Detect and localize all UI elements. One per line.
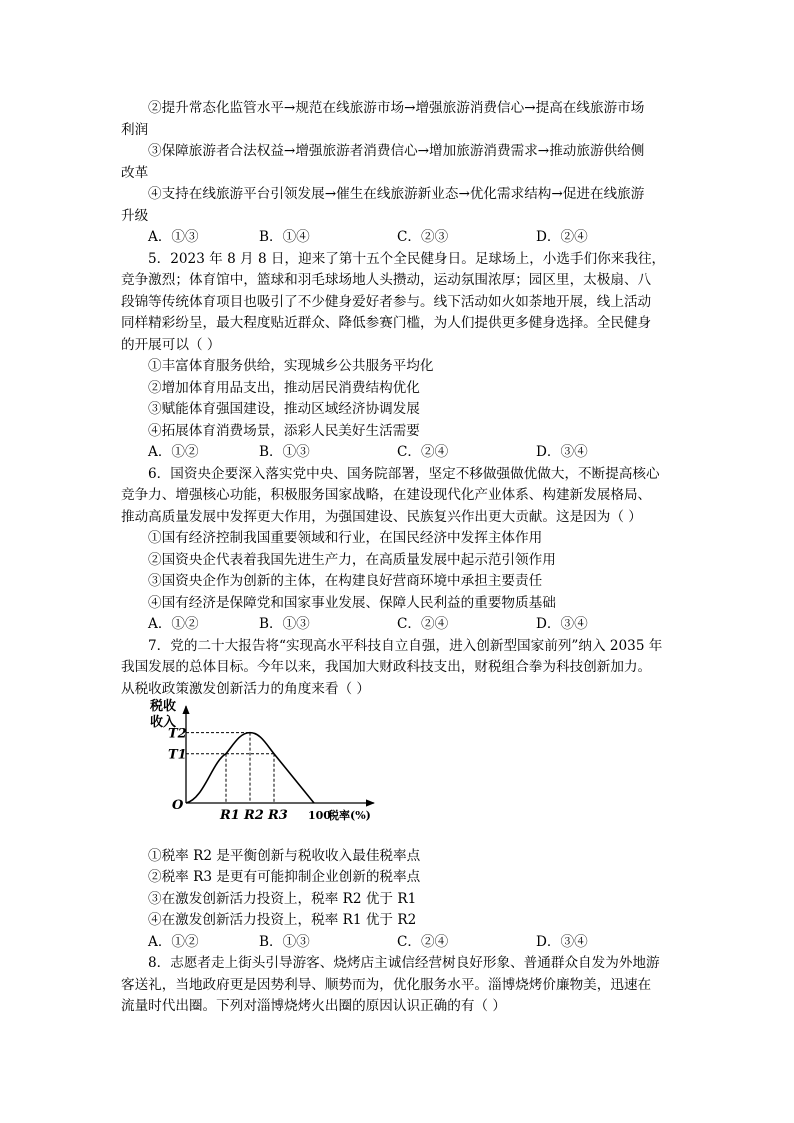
q5-stem-line: 段锦等传统体育项目也吸引了不少健身爱好者参与。线下活动如火如荼地开展，线上活动 [121, 294, 652, 310]
q6-stem-line: 竞争力、增强核心功能，积极服务国家战略，在建设现代化产业体系、构建新发展格局、 [121, 487, 652, 503]
y-tick-label-t2: T2 [168, 726, 187, 742]
q7-choice-d[interactable]: D．③④ [536, 934, 588, 950]
q5-choice-c[interactable]: C．②④ [397, 444, 449, 460]
q7-choice-b[interactable]: B．①③ [259, 934, 310, 950]
q4-choice-b[interactable]: B．①④ [259, 229, 310, 245]
q6-choice-c[interactable]: C．②④ [397, 616, 449, 632]
x-tick-label-r3: R3 [268, 808, 288, 823]
q7-stem-line: 7．党的二十大报告将“实现高水平科技自立自强，进入创新型国家前列”纳入 2035 年 [148, 638, 663, 654]
q6-item-3: ③国资央企作为创新的主体，在构建良好营商环境中承担主要责任 [148, 573, 543, 589]
q5-choice-a[interactable]: A．①② [148, 444, 199, 460]
y-axis-label: 收入 [150, 715, 177, 730]
q4-answer-choices [148, 227, 608, 247]
q8-stem-line: 流量时代出圈。下列对淄博烧烤火出圈的原因认识正确的有（ ） [121, 998, 506, 1014]
q4-option-item-4-wrap: 升级 [121, 208, 149, 224]
q5-item-1: ①丰富体育服务供给，实现城乡公共服务平均化 [148, 358, 434, 374]
y-axis-label: 税收 [150, 699, 177, 714]
q6-choice-a[interactable]: A．①② [148, 616, 199, 632]
q5-stem-line: 同样精彩纷呈，最大程度贴近群众、降低参赛门槛，为人们提供更多健身选择。全民健身 [121, 315, 652, 331]
q5-stem-line: 5．2023 年 8 月 8 日，迎来了第十五个全民健身日。足球场上，小选手们你来我往， [148, 251, 666, 267]
q5-answer-choices [148, 442, 608, 462]
q4-choice-a[interactable]: A．①③ [148, 229, 199, 245]
x-axis-label: 税率(%) [328, 809, 371, 822]
q7-item-4: ④在激发创新活力投资上，税率 R1 优于 R2 [148, 912, 417, 928]
q7-answer-choices [148, 932, 608, 952]
q4-option-item-3: ③保障旅游者合法权益→增强旅游者消费信心→增加旅游消费需求→推动旅游供给侧 [148, 143, 645, 159]
origin-label: O [172, 798, 184, 813]
q5-stem-line: 的开展可以（ ） [121, 337, 221, 353]
q5-choice-b[interactable]: B．①③ [259, 444, 310, 460]
q7-item-2: ②税率 R3 是更有可能抑制企业创新的税率点 [148, 869, 421, 885]
q6-item-4: ④国有经济是保障党和国家事业发展、保障人民利益的重要物质基础 [148, 595, 556, 611]
q5-choice-d[interactable]: D．③④ [536, 444, 588, 460]
q7-choice-c[interactable]: C．②④ [397, 934, 449, 950]
q5-item-4: ④拓展体育消费场景，添彩人民美好生活需要 [148, 423, 420, 439]
q7-item-1: ①税率 R2 是平衡创新与税收收入最佳税率点 [148, 848, 421, 864]
q4-option-item-2-wrap: 利润 [121, 122, 149, 138]
q7-stem-line: 从税收政策激发创新活力的角度来看（ ） [121, 681, 371, 697]
q6-item-2: ②国资央企代表着我国先进生产力，在高质量发展中起示范引领作用 [148, 552, 556, 568]
q6-item-1: ①国有经济控制我国重要领域和行业，在国民经济中发挥主体作用 [148, 530, 543, 546]
q7-item-3: ③在激发创新活力投资上，税率 R2 优于 R1 [148, 891, 417, 907]
q5-item-3: ③赋能体育强国建设，推动区域经济协调发展 [148, 401, 420, 417]
x-tick-label-r1: R1 [220, 808, 240, 823]
q7-choice-a[interactable]: A．①② [148, 934, 199, 950]
x-tick-label-r2: R2 [244, 808, 264, 823]
q8-stem-line: 8．志愿者走上街头引导游客、烧烤店主诚信经营树良好形象、普通群众自发为外地游 [148, 955, 660, 971]
q5-stem-line: 竞争激烈；体育馆中，篮球和羽毛球场地人头攒动，运动氛围浓厚；园区里，太极扇、八 [121, 272, 652, 288]
y-tick-label-t1: T1 [168, 747, 187, 763]
q6-stem-line: 6．国资央企要深入落实党中央、国务院部署，坚定不移做强做优做大，不断提高核心 [148, 466, 660, 482]
q7-stem-line: 我国发展的总体目标。今年以来，我国加大财政科技支出，财税组合拳为科技创新加力。 [121, 659, 652, 675]
q6-choice-d[interactable]: D．③④ [536, 616, 588, 632]
x-tick-label-100: 100 [308, 809, 331, 822]
q6-answer-choices [148, 614, 608, 634]
q4-choice-d[interactable]: D．②④ [536, 229, 588, 245]
q4-option-item-2: ②提升常态化监管水平→规范在线旅游市场→增强旅游消费信心→提高在线旅游市场 [148, 100, 645, 116]
q5-item-2: ②增加体育用品支出，推动居民消费结构优化 [148, 380, 420, 396]
q4-option-item-4: ④支持在线旅游平台引领发展→催生在线旅游新业态→优化需求结构→促进在线旅游 [148, 186, 645, 202]
q6-stem-line: 推动高质量发展中发挥更大作用，为强国建设、民族复兴作出更大贡献。这是因为（ ） [121, 509, 642, 525]
q8-stem-line: 客送礼，当地政府更是因势利导、顺势而为，优化服务水平。淄博烧烤价廉物美，迅速在 [121, 977, 652, 993]
q6-choice-b[interactable]: B．①③ [259, 616, 310, 632]
q4-option-item-3-wrap: 改革 [121, 165, 149, 181]
tax-revenue-chart [146, 698, 386, 826]
q4-choice-c[interactable]: C．②③ [397, 229, 449, 245]
